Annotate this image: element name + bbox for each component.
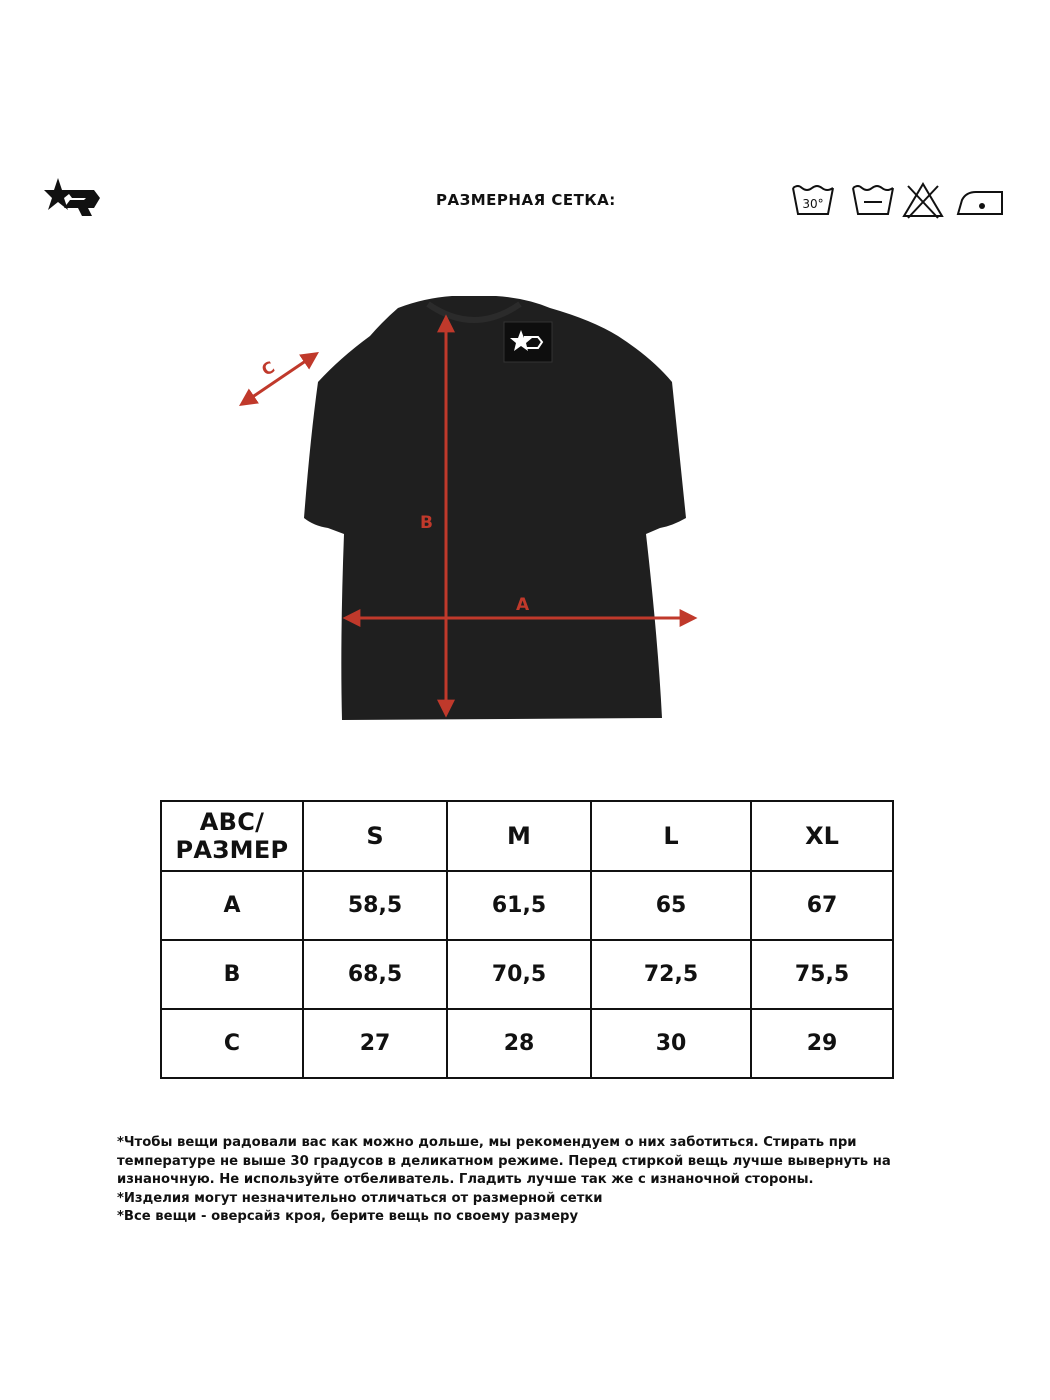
- row-param: B: [161, 940, 303, 1009]
- label-c: C: [258, 357, 278, 380]
- page-title: РАЗМЕРНАЯ СЕТКА:: [436, 191, 616, 209]
- wash-30-icon: [790, 180, 836, 220]
- label-b: B: [420, 513, 433, 533]
- table-cell: 68,5: [303, 940, 447, 1009]
- size-header: S: [303, 801, 447, 871]
- row-param: A: [161, 871, 303, 940]
- table-row: [161, 1009, 893, 1078]
- table-header-row: [161, 801, 893, 871]
- size-table: [160, 800, 894, 1079]
- table-cell: 30: [591, 1009, 751, 1078]
- wash-temperature: 30°: [802, 197, 824, 211]
- row-param: C: [161, 1009, 303, 1078]
- no-bleach-icon: [900, 180, 946, 220]
- care-note: *Изделия могут незначительно отличаться от размерной сетки: [117, 1190, 603, 1206]
- size-header: L: [591, 801, 751, 871]
- care-icons: [790, 180, 1010, 226]
- care-note: *Все вещи - оверсайз кроя, берите вещь по своему размеру: [117, 1209, 579, 1224]
- care-notes: [117, 1134, 947, 1227]
- table-cell: 65: [591, 871, 751, 940]
- star-q-logo-icon: [44, 176, 100, 222]
- table-cell: 58,5: [303, 871, 447, 940]
- tshirt-shape: [304, 296, 686, 720]
- measure-arrow-c: [242, 354, 316, 404]
- hand-wash-icon: [850, 180, 896, 220]
- table-row: [161, 871, 893, 940]
- table-cell: 29: [751, 1009, 893, 1078]
- iron-low-icon: [952, 180, 1008, 220]
- size-header: XL: [751, 801, 893, 871]
- label-a: A: [516, 595, 530, 615]
- table-cell: 70,5: [447, 940, 591, 1009]
- neck-label: [504, 322, 552, 362]
- care-note: *Чтобы вещи радовали вас как можно дольше, мы рекомендуем о них заботиться. Стирать при температуре не выше 30 градусов в деликатном режиме. Перед стиркой вещь лучше вывернуть на изнаночную. Не используйте отбеливатель. Гладить лучше так же с изнаночной стороны.: [117, 1135, 891, 1187]
- table-cell: 72,5: [591, 940, 751, 1009]
- table-cell: 61,5: [447, 871, 591, 940]
- table-cell: 27: [303, 1009, 447, 1078]
- table-cell: 67: [751, 871, 893, 940]
- tshirt-measurement-diagram: [220, 290, 720, 740]
- table-row: [161, 940, 893, 1009]
- table-cell: 28: [447, 1009, 591, 1078]
- table-corner-label: ABC/РАЗМЕР: [161, 801, 303, 871]
- table-cell: 75,5: [751, 940, 893, 1009]
- size-header: M: [447, 801, 591, 871]
